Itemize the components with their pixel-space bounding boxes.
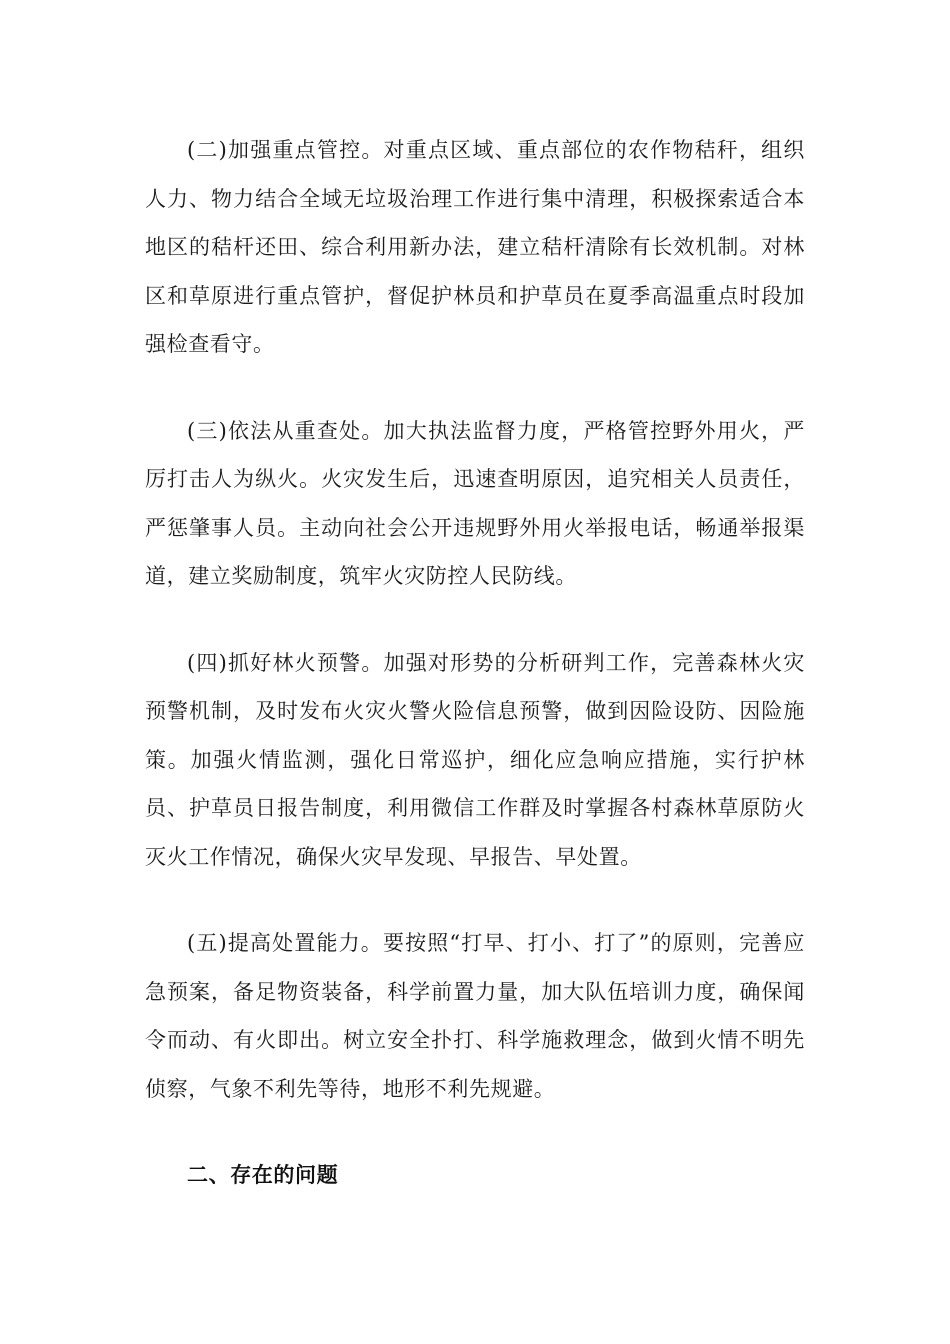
- paragraph-response-capability: (五)提高处置能力。要按照“打早、打小、打了”的原则，完善应急预案，备足物资装备，科学前置力量，加大队伍培训力度，确保闻令而动、有火即出。树立安全扑打、科学施救理念，做到火情不明先侦察，气象不利先等待，地形不利先规避。: [145, 931, 805, 1101]
- paragraph-strict-investigation: (三)依法从重查处。加大执法监督力度，严格管控野外用火，严厉打击人为纵火。火灾发生后，迅速查明原因，追究相关人员责任，严惩肇事人员。主动向社会公开违规野外用火举报电话，畅通举报渠道，建立奖励制度，筑牢火灾防控人民防线。: [145, 418, 805, 588]
- document-body: [145, 126, 805, 1199]
- paragraph-fire-warning: (四)抓好林火预警。加强对形势的分析研判工作，完善森林火灾预警机制，及时发布火灾火警火险信息预警，做到因险设防、因险施策。加强火情监测，强化日常巡护，细化应急响应措施，实行护林员、护草员日报告制度，利用微信工作群及时掌握各村森林草原防火灭火工作情况，确保火灾早发现、早报告、早处置。: [145, 650, 805, 869]
- paragraph-strengthen-key-control: (二)加强重点管控。对重点区域、重点部位的农作物秸秆，组织人力、物力结合全域无垃圾治理工作进行集中清理，积极探索适合本地区的秸杆还田、综合利用新办法，建立秸杆清除有长效机制。对林区和草原进行重点管护，督促护林员和护草员在夏季高温重点时段加强检查看守。: [145, 138, 805, 356]
- section-heading-existing-problems: 二、存在的问题: [187, 1163, 339, 1187]
